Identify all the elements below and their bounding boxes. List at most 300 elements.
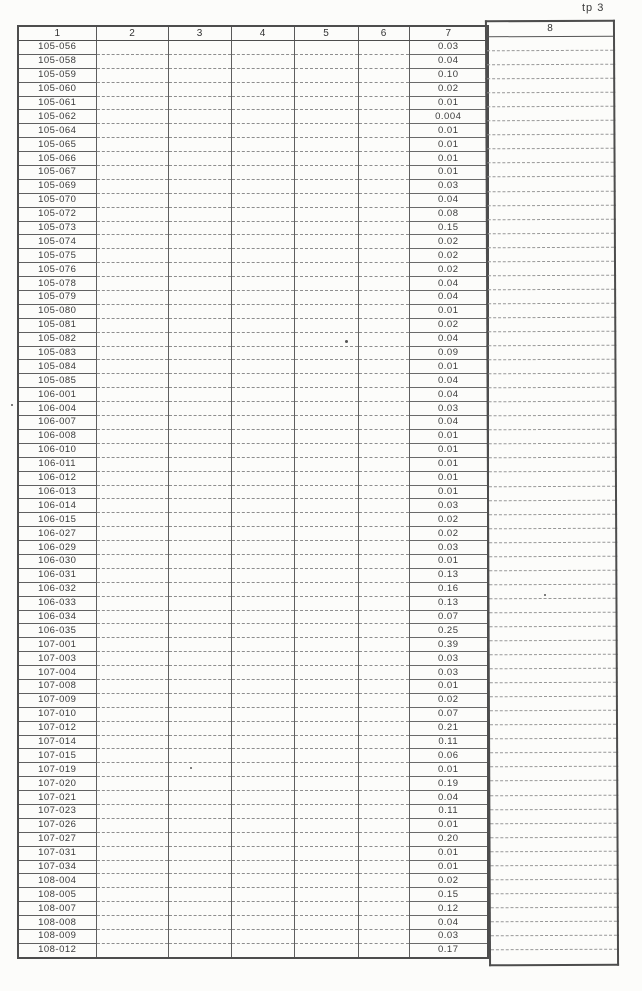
row-id: 106-010 [18, 443, 96, 457]
empty-cell [489, 682, 617, 697]
empty-cell [294, 402, 358, 416]
col8-row [488, 430, 616, 445]
empty-cell [96, 263, 168, 277]
table-row [18, 721, 488, 735]
empty-cell [358, 749, 409, 763]
empty-cell [168, 568, 231, 582]
row-value: 0.01 [409, 443, 488, 457]
empty-cell [231, 402, 294, 416]
empty-cell [168, 152, 231, 166]
row-value: 0.01 [409, 763, 488, 777]
empty-cell [231, 610, 294, 624]
empty-cell [358, 499, 409, 513]
empty-cell [490, 837, 618, 852]
col8-row [487, 345, 615, 360]
row-value: 0.02 [409, 874, 488, 888]
table-row [18, 846, 488, 860]
row-id: 105-079 [18, 291, 96, 305]
column-header-8: 8 [486, 21, 614, 37]
empty-cell [294, 818, 358, 832]
empty-cell [358, 152, 409, 166]
empty-cell [96, 638, 168, 652]
table-row [18, 110, 488, 124]
empty-cell [358, 221, 409, 235]
empty-cell [231, 554, 294, 568]
empty-cell [231, 249, 294, 263]
empty-cell [294, 916, 358, 930]
row-id: 107-027 [18, 832, 96, 846]
table-row [18, 707, 488, 721]
empty-cell [168, 874, 231, 888]
empty-cell [294, 943, 358, 957]
empty-cell [231, 388, 294, 402]
empty-cell [358, 818, 409, 832]
empty-cell [294, 221, 358, 235]
empty-cell [358, 832, 409, 846]
empty-cell [294, 68, 358, 82]
col8-row [489, 725, 617, 740]
table-row [18, 679, 488, 693]
empty-cell [358, 304, 409, 318]
row-value: 0.07 [409, 707, 488, 721]
empty-cell [168, 554, 231, 568]
empty-cell [96, 596, 168, 610]
empty-cell [488, 528, 616, 543]
table-row [18, 402, 488, 416]
table-row [18, 152, 488, 166]
empty-cell [294, 624, 358, 638]
empty-cell [96, 152, 168, 166]
empty-cell [488, 584, 616, 599]
empty-cell [168, 304, 231, 318]
empty-cell [488, 444, 616, 459]
empty-cell [168, 902, 231, 916]
empty-cell [358, 916, 409, 930]
table-row [18, 541, 488, 555]
table-row [18, 193, 488, 207]
empty-cell [168, 166, 231, 180]
empty-cell [96, 82, 168, 96]
empty-cell [96, 846, 168, 860]
col8-row [489, 696, 617, 711]
empty-cell [231, 193, 294, 207]
empty-cell [358, 124, 409, 138]
col8-row [489, 823, 617, 838]
row-value: 0.03 [409, 499, 488, 513]
empty-cell [168, 943, 231, 957]
table-row [18, 554, 488, 568]
empty-cell [96, 318, 168, 332]
row-value: 0.01 [409, 679, 488, 693]
empty-cell [358, 443, 409, 457]
empty-cell [489, 654, 617, 669]
table-row [18, 791, 488, 805]
empty-cell [168, 346, 231, 360]
empty-cell [358, 888, 409, 902]
empty-cell [488, 401, 616, 416]
empty-cell [231, 277, 294, 291]
col8-row [488, 486, 616, 501]
empty-cell [96, 388, 168, 402]
row-value: 0.04 [409, 388, 488, 402]
row-id: 105-064 [18, 124, 96, 138]
col8-row [488, 458, 616, 473]
empty-cell [358, 41, 409, 55]
empty-cell [486, 64, 614, 79]
table-row [18, 249, 488, 263]
row-value: 0.07 [409, 610, 488, 624]
table-row [18, 54, 488, 68]
empty-cell [96, 791, 168, 805]
empty-cell [231, 207, 294, 221]
empty-cell [488, 500, 616, 515]
table-row [18, 388, 488, 402]
empty-cell [231, 471, 294, 485]
row-value: 0.03 [409, 666, 488, 680]
empty-cell [486, 149, 614, 164]
empty-cell [231, 513, 294, 527]
row-id: 107-021 [18, 791, 96, 805]
row-value: 0.04 [409, 791, 488, 805]
empty-cell [490, 907, 618, 922]
empty-cell [358, 360, 409, 374]
row-value: 0.03 [409, 179, 488, 193]
table-row [18, 638, 488, 652]
table-row [18, 166, 488, 180]
col8-row [488, 444, 616, 459]
empty-cell [231, 638, 294, 652]
empty-cell [231, 318, 294, 332]
col8-row [488, 528, 616, 543]
empty-cell [358, 332, 409, 346]
column-header-6: 6 [358, 26, 409, 41]
row-value: 0.03 [409, 652, 488, 666]
row-id: 107-020 [18, 777, 96, 791]
empty-cell [358, 277, 409, 291]
row-id: 105-080 [18, 304, 96, 318]
empty-cell [358, 902, 409, 916]
empty-cell [168, 443, 231, 457]
row-value: 0.02 [409, 513, 488, 527]
row-value: 0.20 [409, 832, 488, 846]
row-id: 106-034 [18, 610, 96, 624]
empty-cell [96, 249, 168, 263]
empty-cell [231, 221, 294, 235]
empty-cell [294, 596, 358, 610]
empty-cell [96, 818, 168, 832]
empty-cell [487, 219, 615, 234]
empty-cell [96, 749, 168, 763]
empty-cell [96, 735, 168, 749]
empty-cell [168, 846, 231, 860]
col8-row [487, 359, 615, 374]
col8-row [489, 795, 617, 810]
col8-row [489, 809, 617, 824]
empty-cell [487, 191, 615, 206]
table-row [18, 207, 488, 221]
empty-cell [294, 124, 358, 138]
row-value: 0.12 [409, 902, 488, 916]
empty-cell [358, 791, 409, 805]
empty-cell [358, 485, 409, 499]
empty-cell [168, 249, 231, 263]
empty-cell [96, 860, 168, 874]
empty-cell [96, 568, 168, 582]
scan-speck [544, 594, 546, 596]
empty-cell [358, 804, 409, 818]
empty-cell [96, 41, 168, 55]
empty-cell [358, 249, 409, 263]
empty-cell [489, 823, 617, 838]
empty-cell [231, 846, 294, 860]
col8-row [487, 261, 615, 276]
col8-row [487, 289, 615, 304]
empty-cell [96, 402, 168, 416]
table-row [18, 568, 488, 582]
empty-cell [489, 739, 617, 754]
empty-cell [231, 916, 294, 930]
empty-cell [358, 943, 409, 957]
table-row [18, 138, 488, 152]
empty-cell [294, 82, 358, 96]
row-id: 107-001 [18, 638, 96, 652]
col8-row [487, 373, 615, 388]
empty-cell [96, 610, 168, 624]
empty-cell [294, 513, 358, 527]
empty-cell [358, 666, 409, 680]
empty-cell [488, 458, 616, 473]
column-header-3: 3 [168, 26, 231, 41]
empty-cell [231, 124, 294, 138]
col8-row [488, 556, 616, 571]
empty-cell [488, 415, 616, 430]
table-row [18, 68, 488, 82]
empty-cell [96, 457, 168, 471]
empty-cell [358, 777, 409, 791]
row-id: 105-082 [18, 332, 96, 346]
empty-cell [294, 152, 358, 166]
row-value: 0.06 [409, 749, 488, 763]
empty-cell [358, 596, 409, 610]
empty-cell [231, 96, 294, 110]
empty-cell [96, 110, 168, 124]
row-id: 105-065 [18, 138, 96, 152]
empty-cell [96, 513, 168, 527]
row-id: 108-009 [18, 930, 96, 944]
empty-cell [294, 804, 358, 818]
empty-cell [231, 82, 294, 96]
row-id: 105-074 [18, 235, 96, 249]
row-value: 0.04 [409, 332, 488, 346]
empty-cell [488, 556, 616, 571]
row-value: 0.01 [409, 429, 488, 443]
empty-cell [294, 777, 358, 791]
table-row [18, 527, 488, 541]
row-id: 106-007 [18, 416, 96, 430]
empty-cell [96, 541, 168, 555]
empty-cell [489, 668, 617, 683]
column-8-section [485, 20, 619, 967]
empty-cell [96, 485, 168, 499]
empty-cell [96, 916, 168, 930]
col8-row [488, 542, 616, 557]
empty-cell [168, 735, 231, 749]
empty-cell [487, 359, 615, 374]
empty-cell [294, 332, 358, 346]
empty-cell [358, 318, 409, 332]
empty-cell [358, 568, 409, 582]
col8-row [488, 584, 616, 599]
empty-cell [96, 443, 168, 457]
row-id: 107-014 [18, 735, 96, 749]
empty-cell [231, 152, 294, 166]
empty-cell [489, 781, 617, 796]
row-id: 106-012 [18, 471, 96, 485]
empty-cell [294, 499, 358, 513]
row-id: 106-030 [18, 554, 96, 568]
row-id: 105-061 [18, 96, 96, 110]
empty-cell [358, 402, 409, 416]
empty-cell [358, 235, 409, 249]
col8-row [486, 149, 614, 164]
empty-cell [358, 735, 409, 749]
empty-cell [486, 50, 614, 65]
row-value: 0.10 [409, 68, 488, 82]
empty-cell [358, 457, 409, 471]
empty-cell [358, 846, 409, 860]
empty-cell [96, 429, 168, 443]
empty-cell [294, 860, 358, 874]
empty-cell [231, 874, 294, 888]
empty-cell [231, 888, 294, 902]
header-row [486, 21, 614, 37]
empty-cell [96, 624, 168, 638]
empty-cell [231, 832, 294, 846]
row-value: 0.02 [409, 82, 488, 96]
empty-cell [294, 207, 358, 221]
empty-cell [294, 304, 358, 318]
empty-cell [231, 499, 294, 513]
empty-cell [168, 388, 231, 402]
empty-cell [486, 78, 614, 93]
empty-cell [168, 457, 231, 471]
empty-cell [96, 124, 168, 138]
col8-row [490, 893, 618, 908]
empty-cell [490, 879, 618, 894]
table-row [18, 513, 488, 527]
empty-cell [486, 135, 614, 150]
col8-row [486, 92, 614, 107]
empty-cell [96, 652, 168, 666]
row-value: 0.02 [409, 527, 488, 541]
row-id: 106-008 [18, 429, 96, 443]
row-id: 107-023 [18, 804, 96, 818]
row-id: 107-010 [18, 707, 96, 721]
table-row [18, 124, 488, 138]
empty-cell [168, 596, 231, 610]
row-id: 108-005 [18, 888, 96, 902]
empty-cell [96, 277, 168, 291]
empty-cell [294, 110, 358, 124]
empty-cell [96, 291, 168, 305]
empty-cell [294, 166, 358, 180]
empty-cell [358, 96, 409, 110]
empty-cell [358, 166, 409, 180]
empty-cell [231, 735, 294, 749]
empty-cell [358, 263, 409, 277]
row-value: 0.09 [409, 346, 488, 360]
empty-cell [488, 472, 616, 487]
empty-cell [96, 304, 168, 318]
empty-cell [294, 735, 358, 749]
row-id: 105-076 [18, 263, 96, 277]
row-id: 107-004 [18, 666, 96, 680]
empty-cell [231, 304, 294, 318]
empty-cell [168, 263, 231, 277]
table-row [18, 499, 488, 513]
col8-row [488, 401, 616, 416]
empty-cell [294, 832, 358, 846]
row-id: 107-009 [18, 693, 96, 707]
empty-cell [96, 193, 168, 207]
row-value: 0.04 [409, 277, 488, 291]
col8-row [488, 500, 616, 515]
row-id: 105-084 [18, 360, 96, 374]
row-id: 108-012 [18, 943, 96, 957]
empty-cell [231, 679, 294, 693]
empty-cell [231, 791, 294, 805]
row-id: 105-078 [18, 277, 96, 291]
empty-cell [487, 233, 615, 248]
row-id: 105-066 [18, 152, 96, 166]
empty-cell [168, 54, 231, 68]
empty-cell [168, 541, 231, 555]
col8-row [488, 514, 616, 529]
empty-cell [231, 360, 294, 374]
empty-cell [489, 767, 617, 782]
empty-cell [168, 679, 231, 693]
row-id: 108-008 [18, 916, 96, 930]
empty-cell [358, 471, 409, 485]
empty-cell [231, 291, 294, 305]
row-id: 105-081 [18, 318, 96, 332]
empty-cell [486, 106, 614, 121]
empty-cell [294, 846, 358, 860]
empty-cell [168, 485, 231, 499]
empty-cell [96, 54, 168, 68]
empty-cell [168, 860, 231, 874]
row-value: 0.04 [409, 374, 488, 388]
row-value: 0.25 [409, 624, 488, 638]
empty-cell [96, 138, 168, 152]
empty-cell [488, 430, 616, 445]
col8-row [489, 682, 617, 697]
col8-row [489, 640, 617, 655]
empty-cell [358, 707, 409, 721]
empty-cell [231, 429, 294, 443]
empty-cell [490, 851, 618, 866]
empty-cell [487, 247, 615, 262]
empty-cell [168, 527, 231, 541]
row-value: 0.03 [409, 930, 488, 944]
empty-cell [96, 179, 168, 193]
table-row [18, 429, 488, 443]
empty-cell [168, 930, 231, 944]
empty-cell [168, 471, 231, 485]
table-row [18, 874, 488, 888]
empty-cell [486, 121, 614, 136]
row-value: 0.21 [409, 721, 488, 735]
